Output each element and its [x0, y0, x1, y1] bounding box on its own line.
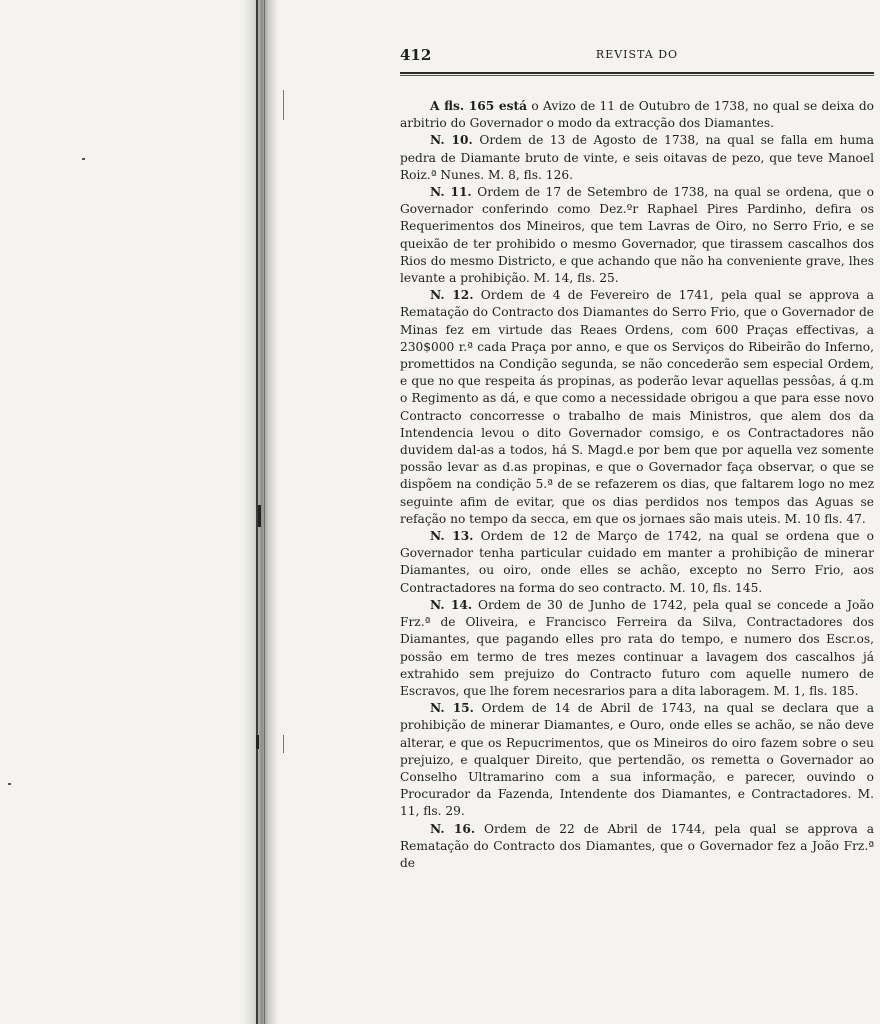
paragraph-text: Ordem de 22 de Abril de 1744, pela qual se approva a Rematação do Contracto dos Diamantes, que o Governador fez a João Frz.ª de: [400, 821, 874, 870]
paragraph-lead: N. 10.: [430, 133, 473, 148]
page-header: [400, 46, 874, 68]
paragraph-lead: N. 13.: [430, 529, 474, 544]
paragraph: [400, 700, 874, 820]
paragraph: [400, 597, 874, 700]
paragraph-lead: N. 14.: [430, 597, 473, 612]
gutter-mark: [258, 505, 261, 527]
paragraph: [400, 287, 874, 528]
paragraph-text: Ordem de 12 de Março de 1742, na qual se ordena que o Governador tenha particular cuidado em manter a prohibição de minerar Diamantes, ou oiro, onde elles se achão, excepto no Serro Frio, aos Contractadores na forma do seo contracto. M. 10, fls. 145.: [400, 529, 874, 595]
paragraph-lead: N. 15.: [430, 701, 474, 716]
page-body: [400, 98, 874, 872]
gutter-mark: [283, 90, 284, 120]
page-gutter: [0, 0, 300, 1024]
paragraph: [400, 132, 874, 184]
gutter-mark: [256, 735, 259, 749]
paragraph-text: Ordem de 13 de Agosto de 1738, na qual se falla em huma pedra de Diamante bruto de vinte, e seis oitavas de pezo, que teve Manoel Roiz.ª Nunes. M. 8, fls. 126.: [400, 133, 874, 182]
paragraph-lead: N. 11.: [430, 185, 472, 200]
paragraph: [400, 98, 874, 132]
paragraph: [400, 528, 874, 597]
paragraph-lead: N. 16.: [430, 821, 476, 836]
paragraph: [400, 184, 874, 287]
header-rule: [400, 72, 874, 74]
paragraph-text: Ordem de 30 de Junho de 1742, pela qual se concede a João Frz.ª de Oliveira, e Francisco Ferreira da Silva, Contractadores dos Diamantes, que pagando elles pro rata do tempo, e numero dos Escr.os, possão em termo de tres mezes continuar a lavagem dos cascalhos já extrahido sem prejuizo do Contracto futuro com aquelle numero de Escravos, que lhe forem necesrarios para a dita laboragem. M. 1, fls. 185.: [400, 597, 874, 698]
speck: [8, 783, 11, 785]
page-number: 412: [400, 46, 432, 64]
paragraph-text: Ordem de 14 de Abril de 1743, na qual se declara que a prohibição de minerar Diamantes, e Ouro, onde elles se achão, se não deve alterar, e que os Repucrimentos, que os Mineiros do oiro fazem sobre o seu prejuizo, e qualquer Direito, que pertendão, os remetta o Governador ao Conselho Ultramarino com a sua informação, e parecer, ouvindo o Procurador da Fazenda, Intendente dos Diamantes, e Contractadores. M. 11, fls. 29.: [400, 701, 874, 819]
book-page: [400, 46, 874, 872]
paragraph-text: o Avizo de 11 de Outubro de 1738, no qual se deixa do arbitrio do Governador o modo da extracção dos Diamantes.: [400, 99, 875, 131]
header-rule-thin: [400, 75, 874, 76]
gutter-mark: [283, 735, 284, 753]
running-title: REVISTA DO: [595, 48, 679, 61]
speck: [82, 158, 85, 160]
paragraph-text: Ordem de 17 de Setembro de 1738, na qual se ordena, que o Governador conferindo como Dez.ºr Raphael Pires Pardinho, defira os Requerimentos dos Mineiros, que tem Lavras de Oiro, no Serro Frio, e se queixão de ter prohibido o mesmo Governador, que tirassem cascalhos dos Rios do mesmo Districto, e que achando que não ha conveniente grave, lhes levante a prohibição. M. 14, fls. 25.: [400, 185, 875, 286]
gutter-edge-line-inner: [264, 0, 265, 1024]
paragraph-lead: A fls. 165 está: [430, 99, 528, 113]
paragraph-text: Ordem de 4 de Fevereiro de 1741, pela qual se approva a Rematação do Contracto dos Diamantes do Serro Frio, que o Governador de Minas fez em virtude das Reaes Ordens, com 600 Praças effectivas, a 230$000 r.ª cada Praça por anno, e que os Serviços do Ribeirão do Inferno, promettidos na Condição segunda, se não concederão sem especial Ordem, e que no que respeita ás propinas, as poderão levar aquellas pessôas, á q.m o Regimento as dá, e que como a necessidade obrigou a que para esse novo Contracto concorresse o trabalho de mais Ministros, que alem dos da Intendencia levou o dito Governador comsigo, e os Contractadores não duvidem dal-as a todos, há S. Magd.e por bem que por aquella vez somente possão levar as d.as propinas, e que o Governador faça observar, o que se dispõem na condição 5.ª de se refazerem os dias, que faltarem logo no mez seguinte afim de evitar, que os dias perdidos nos tempos das Aguas se refação no tempo da secca, em que os jornaes são mais uteis. M. 10 fls. 47.: [400, 288, 874, 526]
paragraph: [400, 821, 874, 873]
paragraph-lead: N. 12.: [430, 288, 474, 303]
